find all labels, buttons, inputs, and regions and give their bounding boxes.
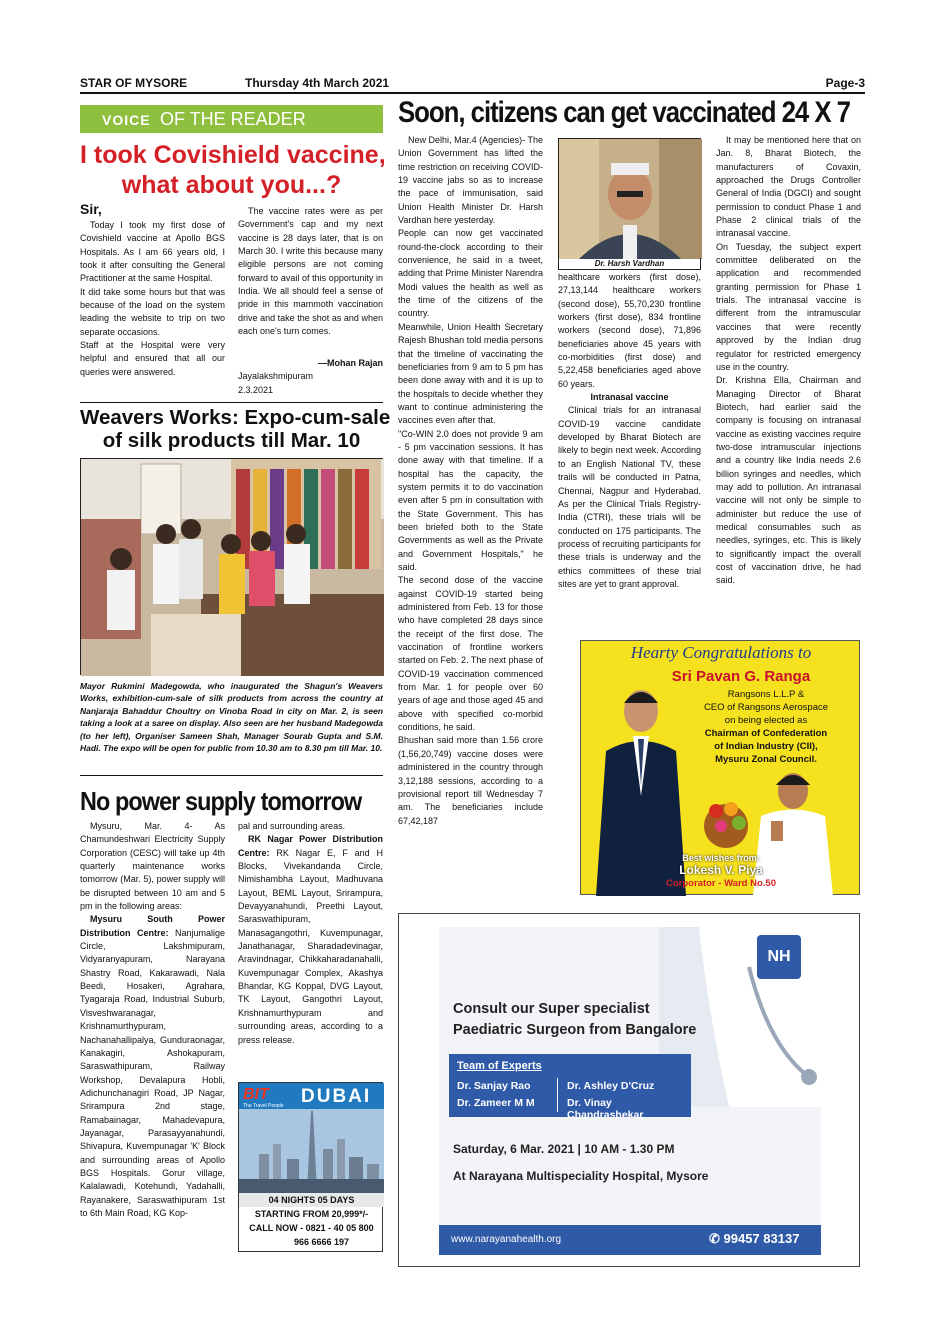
nh-headline	[453, 999, 696, 1041]
reader-headline	[80, 140, 386, 200]
paper-name: STAR OF MYSORE	[80, 76, 188, 90]
divider	[557, 1078, 558, 1112]
vaccine-col1: New Delhi, Mar.4 (Agencies)- The Union Government has lifted the time restriction on receiving COVID-19 vaccine jabs so as to increase the pace of immunisation, said Union Health Minister Dr. Harsh Vardhan here yesterday. People can now get vaccinated round-the-clock according to their convenience, he said in a tweet, adding that Prime Minister Narendra Modi values the health as well as the time of the citizens of the country. Meanwhile, Union Health Secretary Rajesh Bhushan told media persons that the timeline of vaccinating the beneficiaries from 9 am to 5 pm has been done away with and it is up to the hospitals to decide whether they want to continue administering the vaccines even after that. "Co-WIN 2.0 does not provide 9 am - 5 pm vaccination sessions. It has done away with that timeline. If a hospital has the capacity, the system permits it to do vaccination even after 5 pm in consultation with the State Government. This has been briefed both to the State Governments as well as the Private and Government Hospitals," he said. The second dose of the vaccine against COVID-19 started being administered from Feb. 13 for those who have completed 28 days since the receipt of the first dose. The vaccination of frontline workers started on Feb. 2. The next phase of COVID-19 vaccination commenced from Mar. 1 for people over 60 years of age and those aged 45 and above with specified co-morbid conditions, he said. Bhushan said more than 1.56 crore (1,56,20,749) vaccine doses were administered in the country through 3,12,188 sessions, according to a provisional report till Wednesday 7 am. The beneficiaries include 67,42,187	[398, 135, 543, 826]
doctor-3: Dr. Zameer M M	[457, 1097, 535, 1109]
dubai-duration: 04 NIGHTS 05 DAYS	[239, 1193, 384, 1207]
bit-logo: BIT	[243, 1086, 269, 1103]
nh-website[interactable]: www.narayanahealth.org	[451, 1234, 562, 1245]
nh-phone-number: 99457 83137	[723, 1231, 800, 1246]
congrats-line5: of Indian Industry (CII),	[714, 741, 818, 752]
issue-date: Thursday 4th March 2021	[245, 76, 390, 90]
nh-ad-inner	[439, 927, 821, 1255]
power-intro: Mysuru, Mar. 4- As Chamundeshwari Electricity Supply Corporation (CESC) will take up 4th quarterly maintenance works tomorrow (Mar. 5), power supply will be disrupted between 10 am and 5 pm in the following areas:	[80, 821, 225, 912]
team-panel	[449, 1054, 691, 1121]
nh-venue: At Narayana Multispeciality Hospital, Mysore	[453, 1169, 709, 1183]
weavers-caption: Mayor Rukmini Madegowda, who inaugurated the Shagun's Weavers Works, exhibition-cum-sale of silk products from across the country at Nanjaraja Bahaddur Choultry on Vinoba Road in city on Mar. 2, is seen taking a look at a saree on display. Also seen are her husband Madegowda (to her left), Organiser Sameen Shah, Manager Sourab Gupta and S.M. Hadi. The expo will be open for public from 10.30 am to 8.30 pm till Mar. 10.	[80, 681, 383, 754]
dubai-title: DUBAI	[301, 1086, 372, 1107]
voice-label-rest: OF THE READER	[160, 109, 306, 129]
wishes-label: Best wishes from:	[682, 853, 760, 863]
voice-label: VOICE	[102, 112, 151, 128]
sir-text: Sir,	[80, 201, 102, 217]
nh-date: Saturday, 6 Mar. 2021 | 10 AM - 1.30 PM	[453, 1142, 675, 1156]
letter-col2: The vaccine rates were as per Government's cap and my next vaccine is 28 days later, that is on March 30. I write this because many eligible persons are not coming forward to avail of this opportunity in India. We all should feel a sense of pride in this mammoth vaccination drive and take the shot as and when each one's turn comes.	[238, 206, 383, 337]
rk-label: RK Nagar Power Distribution Centre:	[238, 834, 383, 858]
dubai-ad[interactable]	[238, 1082, 383, 1252]
congrats-line6: Mysuru Zonal Council.	[715, 754, 817, 765]
vaccine-col2b-text: Clinical trials for an intranasal COVID-19 vaccine candidate developed by Bharat Biotech are likely to begin next week. According to an English National TV, these trails will be conducted in Patna, Chennai, Nagpur and Hyderabad. As per the Clinical Trials Registry-India (CTRI), these trials will be conducted on 175 participants. The process of recruiting participants for these trials is underway and the ethics committees of these trial sites are yet to grant approval.	[558, 405, 701, 589]
nh-logo: NH	[757, 935, 801, 979]
masthead	[80, 74, 865, 94]
divider	[80, 402, 383, 403]
weavers-headline-line1: Weavers Works: Expo-cum-sale	[80, 406, 391, 429]
team-label: Team of Experts	[457, 1060, 542, 1072]
south-areas: Nanjumalige Circle, Lakshmipuram, Vidyaranyapuram, Narayana Shastry Road, Kakarawadi, Nala Beedi, Hosakeri, Agrahara, Tyagaraja Road, Industrial Suburb, Visveshwaranagar, Krishnamurthypuram, Nachanahallipalya, Gunduraonagar, Kanakagiri, Ashokapuram, Saraswathipuram, Railway Workshop, Devalapura Hobli, Adichunchanagiri Road, JP Nagar, Srirampura 2nd stage, Ramabainagar, Mahadevapura, Jayanagar, Parasayyanahundi, Shivapura, Kuvempunagar 'K' Block and surrounding areas of Apollo BGS Hospitals. Gorur village, Kalalawadi, Kotehundi, Yadahalli, Rayanakere, Saraswathipuram 1st to 6th Main Road, KG Kop-	[80, 927, 225, 1218]
letter-place: Jayalakshmipuram	[238, 371, 314, 382]
nh-headline-1: Consult our Super specialist	[453, 1001, 650, 1017]
congrats-line3: on being elected as	[724, 715, 808, 726]
phone-icon: ✆	[709, 1231, 724, 1246]
reader-headline-line1: I took Covishield vaccine,	[80, 141, 386, 169]
dubai-phone[interactable]: 966 6666 197	[293, 1237, 350, 1247]
congrats-heading: Hearty Congratulations to	[630, 643, 812, 662]
photo-caption: Dr. Harsh Vardhan	[558, 258, 701, 270]
intranasal-subhead: Intranasal vaccine	[590, 392, 669, 403]
south-label: Mysuru South Power Distribution Centre:	[80, 914, 225, 938]
vaccine-col2	[558, 271, 701, 631]
doctor-2: Dr. Ashley D'Cruz	[567, 1080, 655, 1092]
letter-signoff	[238, 357, 383, 397]
page-number: Page-3	[825, 76, 865, 90]
divider	[80, 775, 383, 776]
doctor-4: Dr. Vinay Chandrashekar	[567, 1097, 644, 1121]
power-headline: No power supply tomorrow	[80, 786, 362, 816]
congrats-ad	[580, 640, 860, 895]
weavers-headline-line2: of silk products till Mar. 10	[102, 429, 361, 452]
nh-headline-2: Paediatric Surgeon from Bangalore	[453, 1022, 697, 1038]
nh-footer	[439, 1225, 821, 1255]
doctor-1: Dr. Sanjay Rao	[457, 1080, 531, 1092]
dubai-call[interactable]: CALL NOW - 0821 - 40 05 800	[249, 1223, 374, 1233]
bit-tagline: The Travel People	[243, 1103, 284, 1109]
rk-areas: RK Nagar E, F and H Blocks, Vivekandanda Circle, Nimishambha Layout, Madhuvana Layout, BEML Layout, Srirampura, Devayyanahundi, Preethi Layout, Saraswathipuram, Manasagangothri, Kuvempunagar, Janathanagar, Sharadadevinagar, Aravindnagar, Chikkaharadanahalli, Kuvempunagar Complex, Akashya Bhandar, KG Koppal, DVG Layout, TK Layout, Gangothri Layout, Krishnamurthypuram and surrounding areas, according to a press release.	[238, 847, 383, 1045]
weavers-photo	[80, 458, 383, 675]
power-col1	[80, 820, 225, 1260]
voice-banner	[80, 105, 383, 133]
congrats-line4: Chairman of Confederation	[704, 728, 828, 739]
harsh-vardhan-photo	[558, 138, 701, 258]
power-col2-start: pal and surrounding areas.	[238, 821, 346, 831]
dubai-price: STARTING FROM 20,999*/-	[254, 1209, 369, 1219]
vaccine-headline: Soon, citizens can get vaccinated 24 X 7	[398, 96, 850, 129]
letter-signature: —Mohan Rajan	[317, 358, 383, 368]
congrats-line1: Rangsons L.L.P &	[727, 689, 805, 700]
vaccine-col3: It may be mentioned here that on Jan. 8, Bharat Biotech, the manufacturers of Covaxin, approached the Drugs Controller General of India (DGCI) and sought permission to conduct Phase 1 and Phase 2 clinical trials of the intranasal vaccine. On Tuesday, the subject expert committee deliberated on the application and recommended granting permission for Phase 1 trials. The intranasal vaccine is different from the intramuscular vaccines that were recently approved by the Indian drug regulator for restricted emergency use in the country. Dr. Krishna Ella, Chairman and Managing Director of Bharat Biotech, had earlier said the company is focusing on intranasal vaccine as existing vaccines require two-dose intramuscular injections and a country like India needs 2.6 billion syringes and needles, which may add to pollution. An intranasal vaccine will not only be simple to administer but reduce the use of medical consumables such as needles, syringes, etc. This is likely to significantly impact the overall cost of vaccination drive, he had said.	[716, 135, 861, 586]
letter-col1: Today I took my first dose of Covishield vaccine at Apollo BGS Hospitals. As I am 66 years old, I took it after consulting the General Practitioner at the same Hospital. It did take some hours but that was because of the load on the system leading the website to trip on two separate occasions. Staff at the Hospital were very helpful and ensured that all our queries were answered.	[80, 220, 225, 377]
congrats-name: Sri Pavan G. Ranga	[671, 668, 811, 685]
letter-salutation	[80, 201, 102, 217]
nh-phone[interactable]	[709, 1231, 799, 1247]
vaccine-col2-text: healthcare workers (first dose), 27,13,144 healthcare workers (second dose), 55,70,230 frontline workers (first dose), 834 frontline workers (second dose), 71,896 beneficiaries above 45 years with co-morbidities (first dose) and 5,22,458 beneficiaries aged above 60 years.	[558, 272, 701, 389]
wishes-title: Corporator - Ward No.50	[666, 878, 776, 889]
letter-date: 2.3.2021	[238, 384, 274, 395]
congrats-line2: CEO of Rangsons Aerospace	[703, 702, 829, 713]
reader-headline-line2: what about you...?	[121, 171, 342, 199]
power-col2	[238, 820, 383, 1075]
weavers-headline	[80, 406, 391, 452]
nh-ad[interactable]	[398, 913, 860, 1267]
wishes-name: Lokesh V. Piya	[679, 863, 763, 877]
dubai-skyline	[239, 1109, 384, 1193]
